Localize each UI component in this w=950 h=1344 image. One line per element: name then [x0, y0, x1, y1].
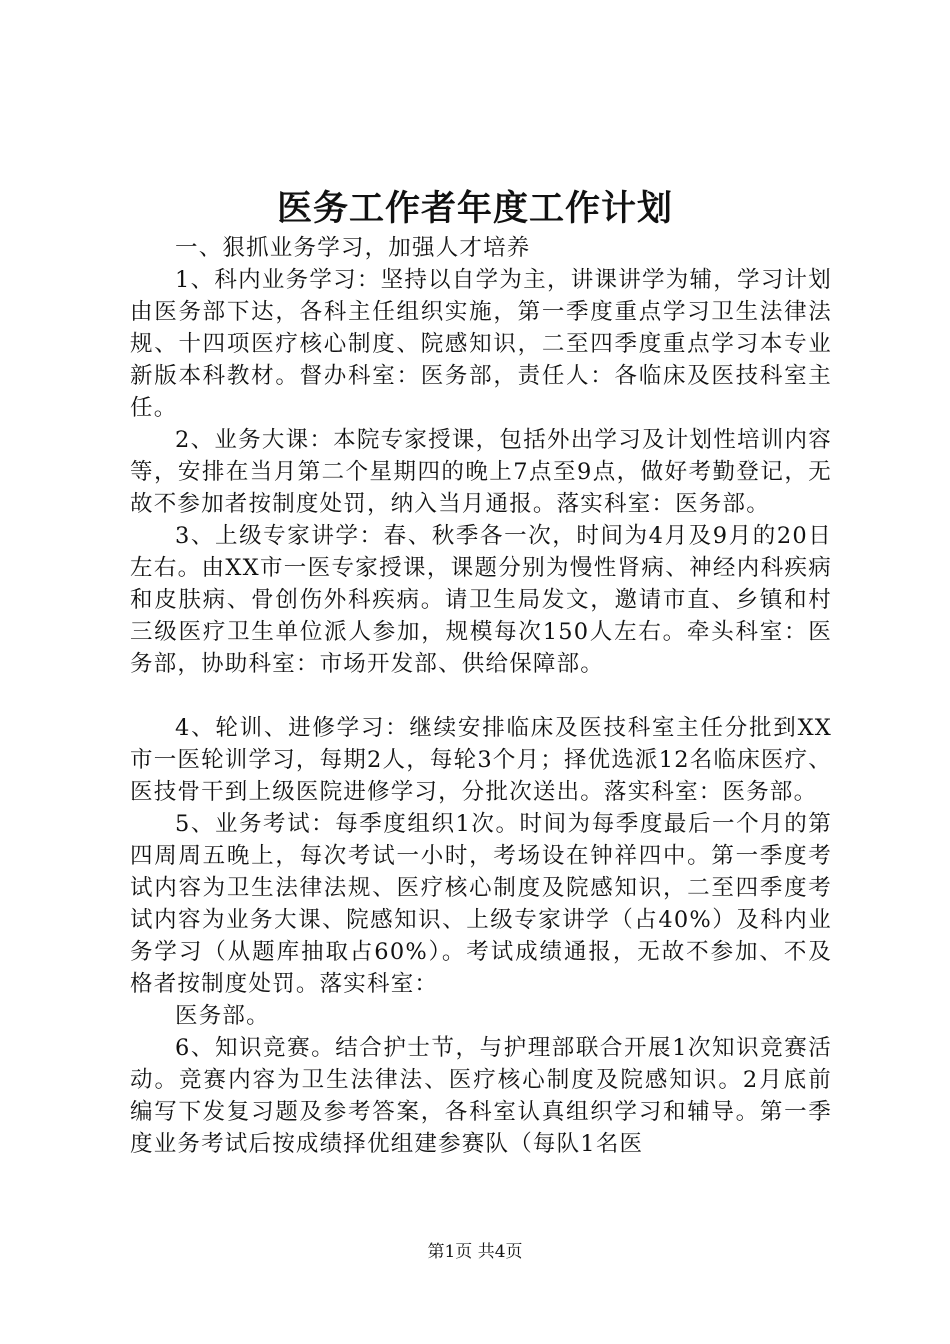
paragraph-expert-lectures: 3、上级专家讲学：春、秋季各一次，时间为4月及9月的20日左右。由XX市一医专家授课，课题分别为慢性肾病、神经内科疾病和皮肤病、骨创伤外科疾病。请卫生局发文，邀请市直、乡镇和村三级医疗卫生单位派人参加，规模每次150人左右。牵头科室：医务部，协助科室：市场开发部、供给保障部。: [130, 523, 832, 677]
paragraph-lectures: 2、业务大课：本院专家授课，包括外出学习及计划性培训内容等，安排在当月第二个星期四的晚上7点至9点，做好考勤登记，无故不参加者按制度处罚，纳入当月通报。落实科室：医务部。: [130, 427, 832, 517]
paragraph-rotation-training: 4、轮训、进修学习：继续安排临床及医技科室主任分批到XX市一医轮训学习，每期2人，每轮3个月；择优选派12名临床医疗、医技骨干到上级医院进修学习，分批次送出。落实科室：医务部。: [130, 715, 832, 805]
paragraph-internal-study: 1、科内业务学习：坚持以自学为主，讲课讲学为辅，学习计划由医务部下达，各科主任组织实施，第一季度重点学习卫生法律法规、十四项医疗核心制度、院感知识，二至四季度重点学习本专业新版本科教材。督办科室：医务部，责任人：各临床及医技科室主任。: [130, 267, 832, 421]
page-number-footer: 第1页 共4页: [427, 1242, 523, 1262]
paragraph-exams: 5、业务考试：每季度组织1次。时间为每季度最后一个月的第四周周五晚上，每次考试一小时，考场设在钟祥四中。第一季度考试内容为卫生法律法规、医疗核心制度及院感知识，二至四季度考试内容为业务大课、院感知识、上级专家讲学（占40%）及科内业务学习（从题库抽取占60%）。考试成绩通报，无故不参加、不及格者按制度处罚。落实科室：: [130, 811, 832, 997]
paragraph-exams-department: 医务部。: [175, 1003, 270, 1029]
section-heading: 一、狠抓业务学习，加强人才培养: [175, 235, 531, 261]
paragraph-knowledge-contest: 6、知识竞赛。结合护士节，与护理部联合开展1次知识竞赛活动。竞赛内容为卫生法律法、医疗核心制度及院感知识。2月底前编写下发复习题及参考答案，各科室认真组织学习和辅导。第一季度业务考试后按成绩择优组建参赛队（每队1名医: [130, 1035, 832, 1157]
document-title: 医务工作者年度工作计划: [276, 188, 673, 229]
document-body: [130, 232, 832, 1160]
